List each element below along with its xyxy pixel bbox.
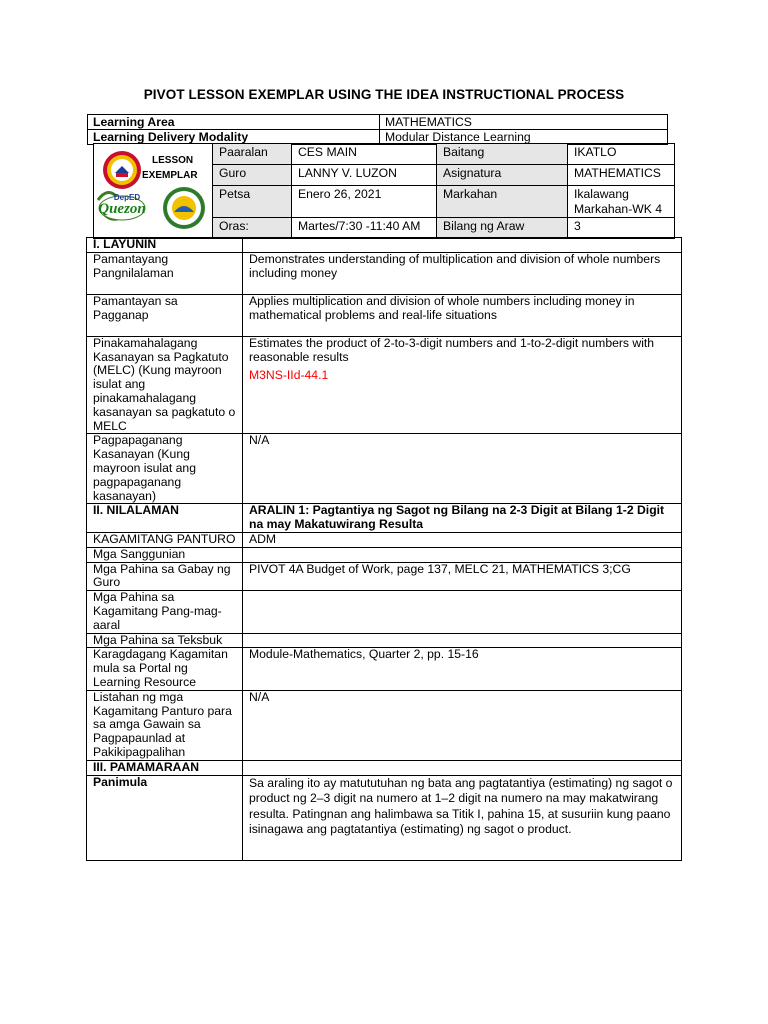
petsa-value: Enero 26, 2021 [292,186,437,218]
paaralan-value: CES MAIN [292,144,437,165]
pamantayang-label: Pamantayang Pangnilalaman [87,252,243,294]
guro-value: LANNY V. LUZON [292,165,437,186]
learning-area-value: MATHEMATICS [380,115,668,130]
pagganap-value: Applies multiplication and division of whole numbers including money in mathematical problems and real-life situations [243,294,682,336]
pamantayang-value: Demonstrates understanding of multiplication and division of whole numbers including money [243,252,682,294]
kagamitang-label: KAGAMITANG PANTURO [87,532,243,547]
panimula-row [87,775,682,860]
listahan-row [87,690,682,760]
kagamitang-row [87,532,682,547]
markahan-label: Markahan [437,186,568,218]
listahan-label: Listahan ng mga Kagamitang Panturo para sa amga Gawain sa Pagpapaunlad at Pakikipagpalihan [87,690,243,760]
modality-label: Learning Delivery Modality [88,130,380,145]
pangmag-row [87,591,682,633]
pagpapaganang-label: Pagpapaganang Kasanayan (Kung mayroon isulat ang pagpapaganang kasanayan) [87,434,243,504]
karagdagang-row [87,648,682,690]
panimula-label: Panimula [87,775,243,860]
araw-value: 3 [568,218,675,239]
pagganap-label: Pamantayan sa Pagganap [87,294,243,336]
pamamaraan-row [87,760,682,775]
oras-label: Oras: [213,218,292,239]
aralin-title: ARALIN 1: Pagtantiya ng Sagot ng Bilang na 2-3 Digit at Bilang 1-2 Digit na may Makatuwirang Resulta [243,504,682,533]
lesson-exemplar-logo [94,144,212,238]
markahan-value: Ikalawang Markahan-WK 4 [568,186,675,218]
petsa-label: Petsa [213,186,292,218]
gabay-label: Mga Pahina sa Gabay ng Guro [87,562,243,591]
lesson-header-table [93,143,675,239]
panimula-value: Sa araling ito ay matututuhan ng bata ang pagtatantiya (estimating) ng sagot o product ng 2–3 digit na numero at 1–2 digit na numero na may makatwirang resulta. Patingnan ang halimbawa sa Titik I, pahina 15, at susuriin kung paano isinagawa ang pagtatantiya (estimating) ng sagot o product. [243,775,682,860]
melc-value: Estimates the product of 2-to-3-digit numbers and 1-to-2-digit numbers with reasonable results [249,335,655,364]
modality-value: Modular Distance Learning [380,130,668,145]
pamantayang-row [87,252,682,294]
division-seal-icon [163,187,205,229]
teksbuk-row [87,633,682,648]
deped-seal-icon [103,151,141,189]
learning-area-label: Learning Area [88,115,380,130]
quezon-logo-icon [98,192,146,220]
learning-area-row [88,115,668,130]
svg-text:Quezon: Quezon [98,201,146,217]
page-title: PIVOT LESSON EXEMPLAR USING THE IDEA INSTRUCTIONAL PROCESS [143,87,625,102]
karagdagang-label: Karagdagang Kagamitan mula sa Portal ng Learning Resource [87,648,243,690]
learning-area-table [87,114,668,145]
sanggunian-label: Mga Sanggunian [87,547,243,562]
melc-cell [243,336,682,434]
lesson-body-table [86,237,682,861]
asignatura-label: Asignatura [437,165,568,186]
sanggunian-row [87,547,682,562]
header-row-paaralan [94,144,675,165]
gabay-row [87,562,682,591]
guro-label: Guro [213,165,292,186]
nilalaman-heading: II. NILALAMAN [87,504,243,533]
svg-text:DepED: DepED [113,193,141,202]
melc-label: Pinakamahalagang Kasanayan sa Pagkatuto (MELC) (Kung mayroon isulat ang pinakamahalagang kasanayan sa pagkatuto o MELC [87,336,243,434]
araw-label: Bilang ng Araw [437,218,568,239]
pagpapaganang-row [87,434,682,504]
oras-value: Martes/7:30 -11:40 AM [292,218,437,239]
baitang-label: Baitang [437,144,568,165]
layunin-row [87,238,682,253]
asignatura-value: MATHEMATICS [568,165,675,186]
pamamaraan-heading: III. PAMAMARAAN [87,760,243,775]
kagamitang-value: ADM [243,532,682,547]
nilalaman-row [87,504,682,533]
pangmag-label: Mga Pahina sa Kagamitang Pang-mag-aaral [87,591,243,633]
lesson-exemplar-text [142,153,198,183]
karagdagang-value: Module-Mathematics, Quarter 2, pp. 15-16 [243,648,682,690]
pagpapaganang-value: N/A [243,434,682,504]
pagganap-row [87,294,682,336]
melc-code: M3NS-IId-44.1 [249,368,329,383]
teksbuk-label: Mga Pahina sa Teksbuk [87,633,243,648]
logo-cell [94,144,213,239]
listahan-value: N/A [243,690,682,760]
paaralan-label: Paaralan [213,144,292,165]
melc-row [87,336,682,434]
baitang-value: IKATLO [568,144,675,165]
logo-line-2: EXEMPLAR [142,170,198,181]
logo-line-1: LESSON [152,155,194,166]
layunin-heading: I. LAYUNIN [87,238,243,253]
gabay-value: PIVOT 4A Budget of Work, page 137, MELC 21, MATHEMATICS 3;CG [243,562,682,591]
